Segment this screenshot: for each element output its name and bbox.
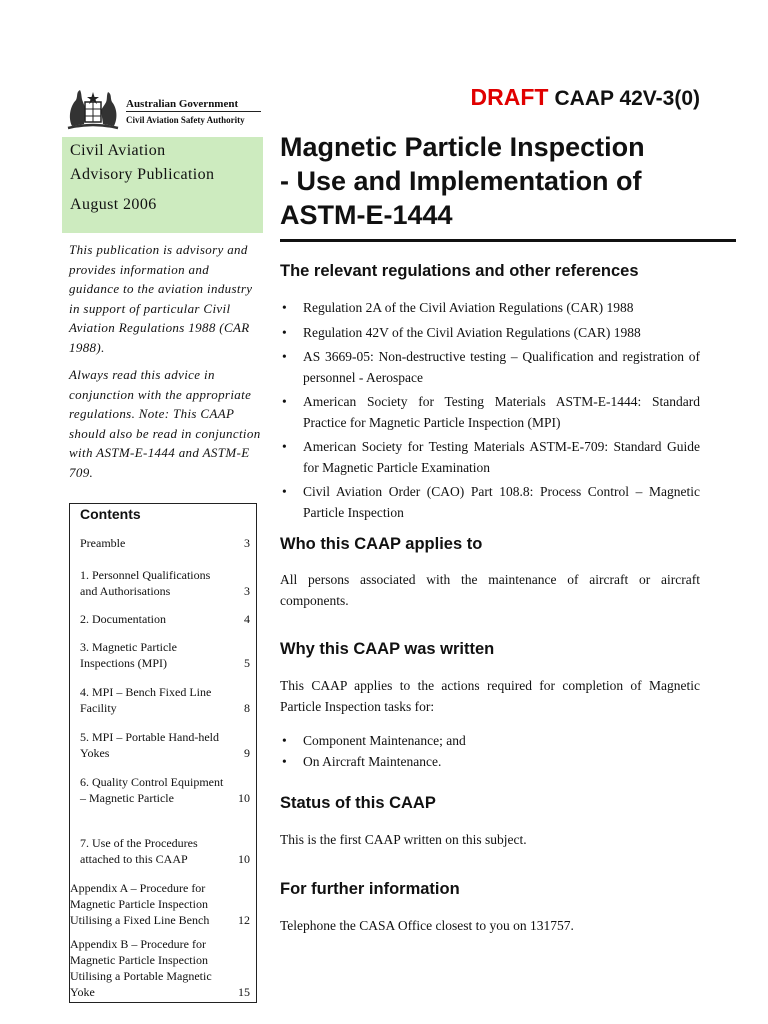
list-item: • American Society for Testing Materials ASTM-E-1444: Standard Practice for Magnetic Particle Inspection (MPI) xyxy=(280,392,700,433)
list-item: • Regulation 2A of the Civil Aviation Regulations (CAR) 1988 xyxy=(280,298,700,319)
title-line-2: - Use and Implementation of xyxy=(280,166,642,196)
toc-item-page: 10 xyxy=(238,852,250,866)
toc-item[interactable] xyxy=(80,639,250,671)
list-item: • Component Maintenance; and xyxy=(280,731,700,752)
toc-appendix-page: 12 xyxy=(238,913,250,927)
toc-item-text: 6. Quality Control Equipment – Magnetic Particle xyxy=(80,775,224,805)
toc-appendix-page: 15 xyxy=(238,985,250,999)
toc-appendix[interactable] xyxy=(70,936,250,1000)
list-item: • On Aircraft Maintenance. xyxy=(280,752,700,773)
toc-item-page: 10 xyxy=(238,791,250,805)
toc-item[interactable] xyxy=(80,567,250,599)
publication-line1: Civil Aviation xyxy=(70,142,166,159)
section-heading-further: For further information xyxy=(280,880,460,898)
toc-item-text: 4. MPI – Bench Fixed Line Facility xyxy=(80,685,212,715)
toc-item-page: 3 xyxy=(244,584,250,598)
advisory-notice xyxy=(69,240,261,490)
section-heading-status: Status of this CAAP xyxy=(280,794,436,812)
toc-item[interactable] xyxy=(80,535,250,551)
why-body: This CAAP applies to the actions required for completion of Magnetic Particle Inspection tasks for: xyxy=(280,678,700,714)
draft-label: DRAFT xyxy=(470,84,549,110)
list-item: • American Society for Testing Materials ASTM-E-709: Standard Guide for Magnetic Particle Examination xyxy=(280,437,700,478)
publication-date: August 2006 xyxy=(70,196,157,213)
toc-item[interactable] xyxy=(80,729,250,761)
toc-item-text: 1. Personnel Qualifications and Authorisations xyxy=(80,568,211,598)
status-body: This is the first CAAP written on this subject. xyxy=(280,832,527,847)
casa-logo xyxy=(64,88,264,132)
section-heading-regulations: The relevant regulations and other references xyxy=(280,262,639,280)
regulations-list xyxy=(280,298,700,527)
toc-item-text: 5. MPI – Portable Hand-held Yokes xyxy=(80,730,219,760)
advisory-paragraph-1: This publication is advisory and provides information and guidance to the aviation industry in support of particular Civil Aviation Regulations 1988 (CAR 1988). xyxy=(69,242,253,355)
list-item: • Regulation 42V of the Civil Aviation Regulations (CAR) 1988 xyxy=(280,323,700,344)
list-item: • AS 3669-05: Non-destructive testing – Qualification and registration of personnel - Aerospace xyxy=(280,347,700,388)
toc-appendix[interactable] xyxy=(70,880,250,928)
publication-line2: Advisory Publication xyxy=(70,166,215,183)
doc-code: CAAP 42V-3(0) xyxy=(554,87,700,110)
toc-item-text: 3. Magnetic Particle Inspections (MPI) xyxy=(80,640,177,670)
toc-item-page: 3 xyxy=(244,536,250,550)
toc-item-page: 5 xyxy=(244,656,250,670)
publication-panel xyxy=(62,137,263,233)
toc-appendix-text: Appendix B – Procedure for Magnetic Particle Inspection Utilising a Portable Magnetic Yoke xyxy=(70,937,212,999)
draft-header xyxy=(471,84,700,111)
logo-divider xyxy=(126,111,261,112)
why-list xyxy=(280,731,700,776)
section-heading-applies: Who this CAAP applies to xyxy=(280,535,483,553)
toc-item[interactable] xyxy=(80,774,250,806)
toc-item-page: 4 xyxy=(244,612,250,626)
title-line-3: ASTM-E-1444 xyxy=(280,200,453,230)
further-body: Telephone the CASA Office closest to you on 131757. xyxy=(280,918,574,933)
toc-item-text: Preamble xyxy=(80,536,126,550)
applies-body: All persons associated with the maintenance of aircraft or aircraft components. xyxy=(280,572,700,608)
advisory-paragraph-2: Always read this advice in conjunction with the appropriate regulations. Note: This CAAP should also be read in conjunction with ASTM-E-1444 and ASTM-E 709. xyxy=(69,367,261,480)
title-line-1: Magnetic Particle Inspection xyxy=(280,132,645,162)
coat-of-arms-icon xyxy=(64,88,122,132)
title-divider xyxy=(280,239,736,242)
toc-item-page: 9 xyxy=(244,746,250,760)
toc-item[interactable] xyxy=(80,611,250,627)
toc-item-text: 7. Use of the Procedures attached to this CAAP xyxy=(80,836,198,866)
section-heading-why: Why this CAAP was written xyxy=(280,640,495,658)
toc-item-text: 2. Documentation xyxy=(80,612,166,626)
logo-government-text: Australian Government xyxy=(126,98,239,110)
toc-appendix-text: Appendix A – Procedure for Magnetic Particle Inspection Utilising a Fixed Line Bench xyxy=(70,881,210,927)
toc-item[interactable] xyxy=(80,835,250,867)
page-title xyxy=(280,130,720,232)
contents-box xyxy=(69,503,257,1003)
list-item: • Civil Aviation Order (CAO) Part 108.8: Process Control – Magnetic Particle Inspection xyxy=(280,482,700,523)
toc-item-page: 8 xyxy=(244,701,250,715)
contents-title: Contents xyxy=(80,506,141,522)
toc-item[interactable] xyxy=(80,684,250,716)
logo-authority-text: Civil Aviation Safety Authority xyxy=(126,115,245,125)
